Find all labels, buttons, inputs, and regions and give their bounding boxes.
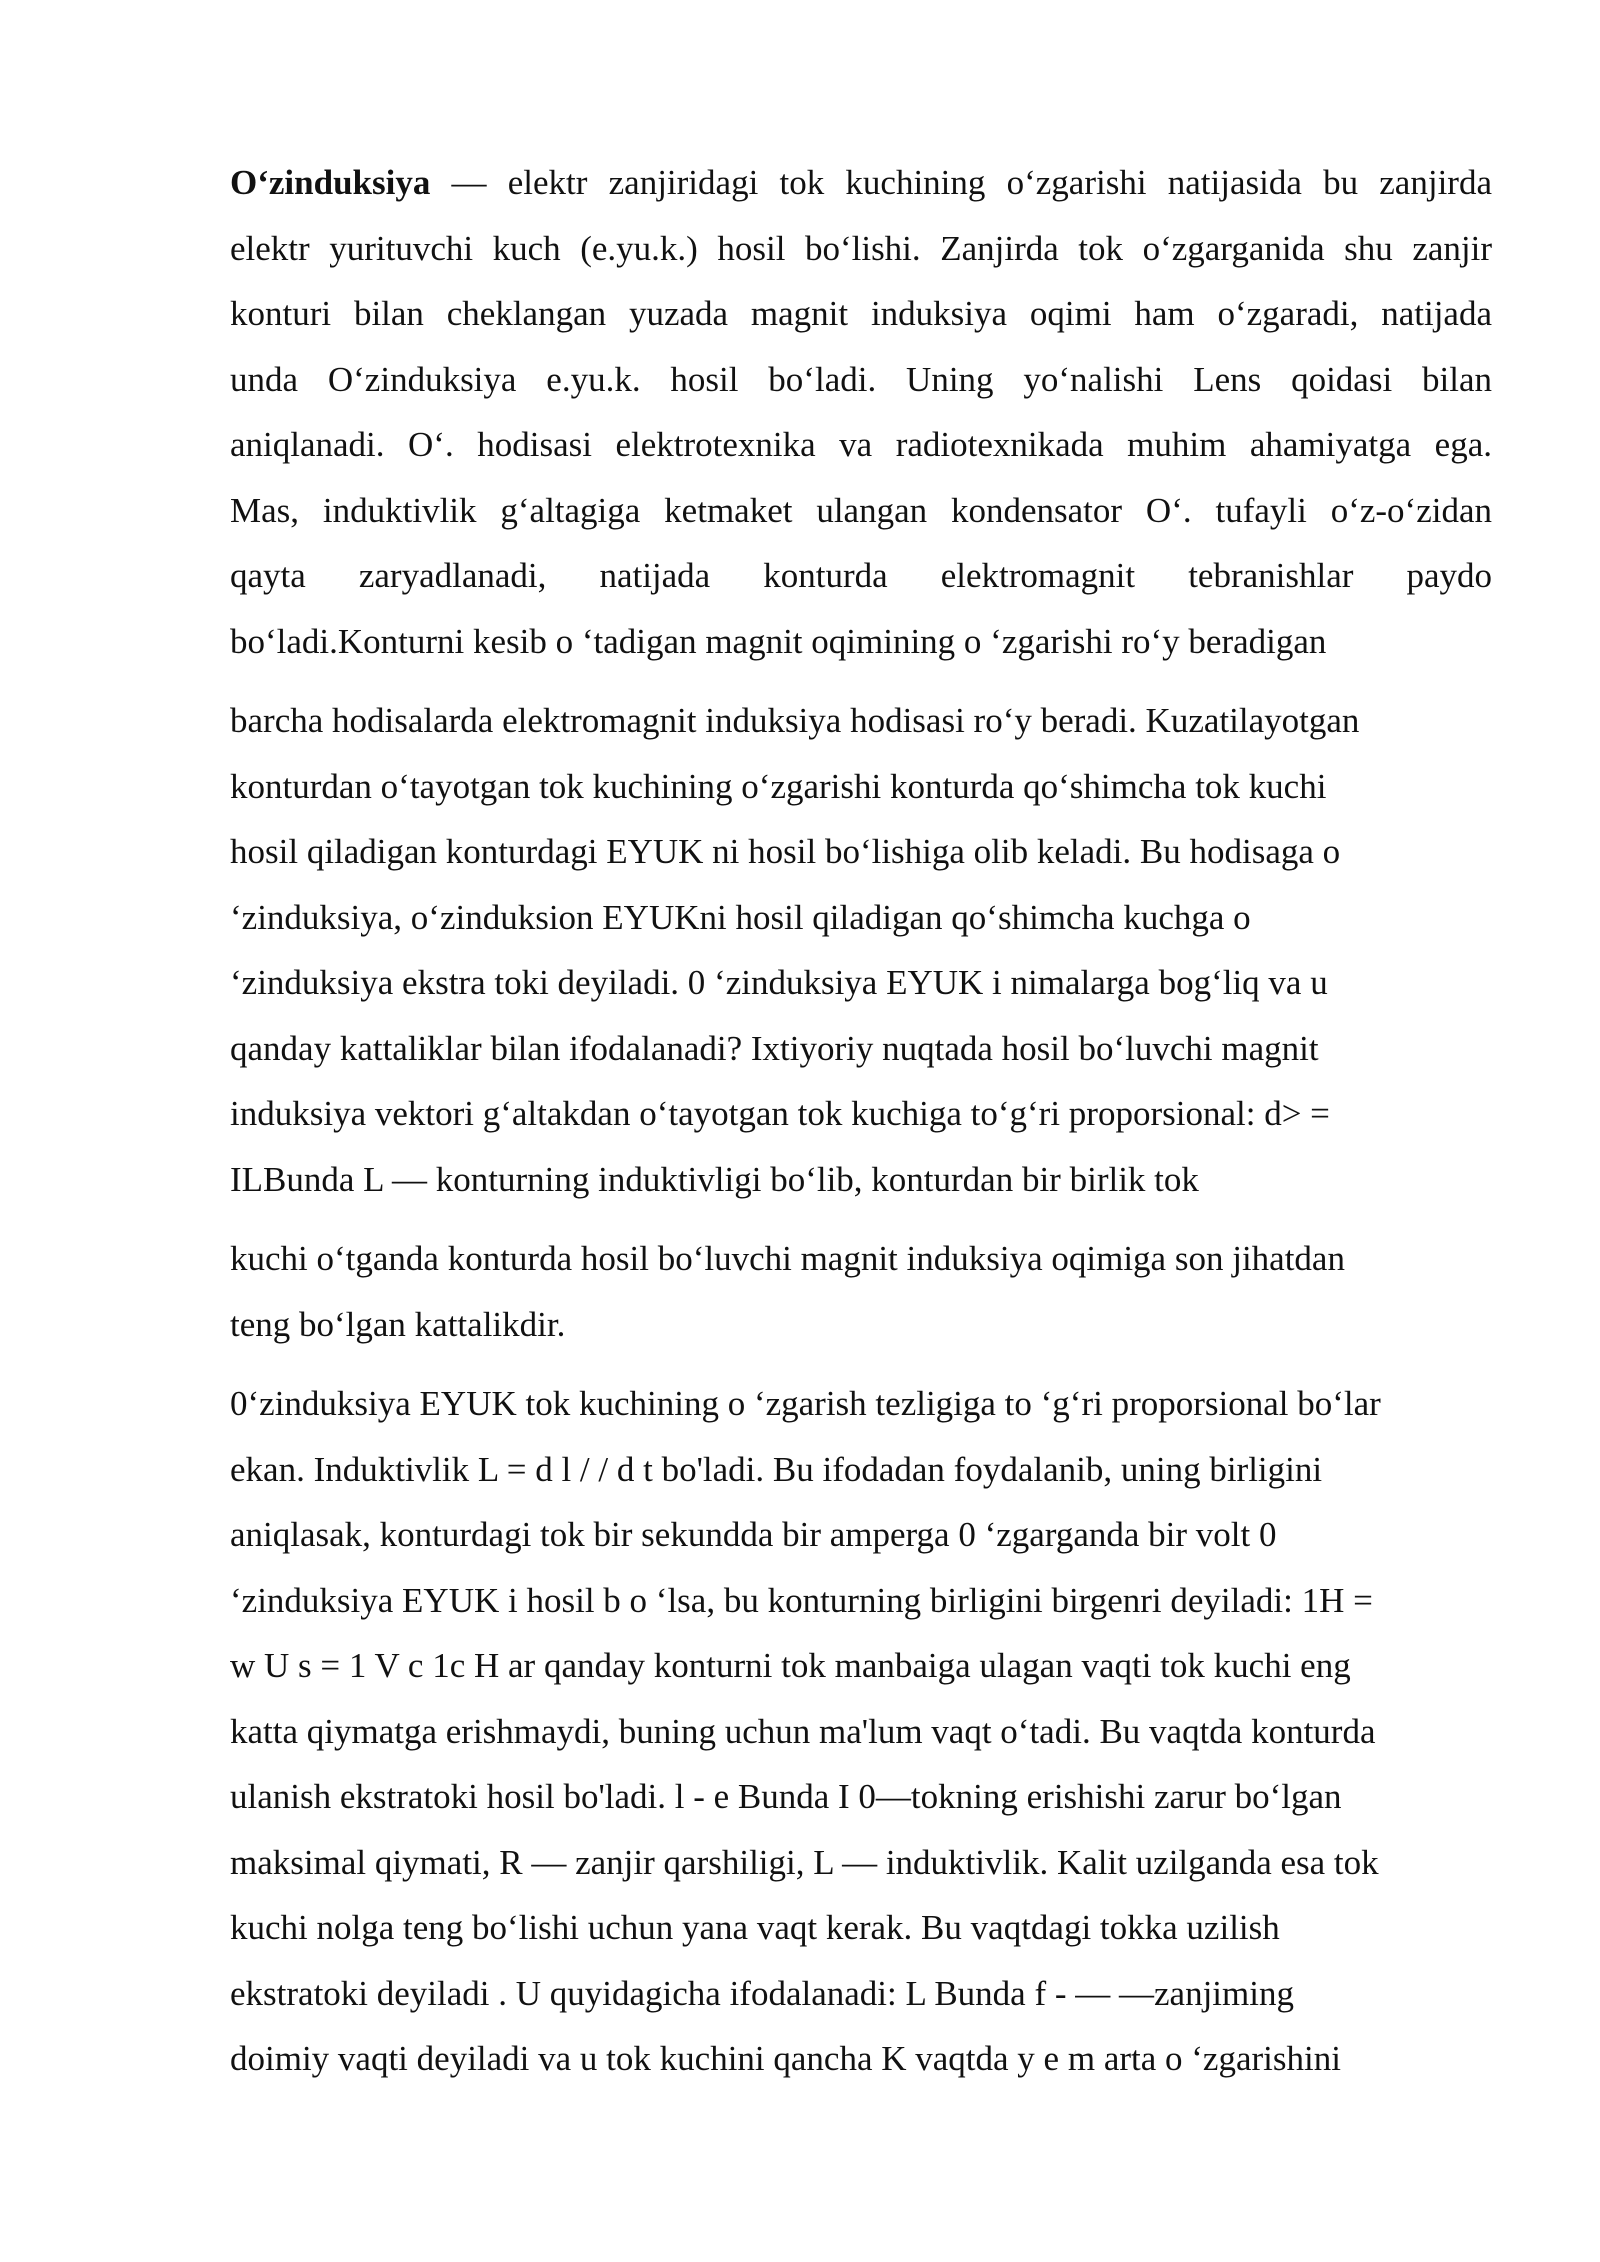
text-line: ulanish ekstratoki hosil bo'ladi. l - e Bunda I 0—tokning erishishi zarur bo‘lgan bbox=[230, 1777, 1342, 1816]
text-line: katta qiymatga erishmaydi, buning uchun ma'lum vaqt o‘tadi. Bu vaqtda konturda bbox=[230, 1711, 1376, 1751]
text-line: unda O‘zinduksiya e.yu.k. hosil bo‘ladi. Uning yo‘nalishi Lens qoidasi bilan bbox=[230, 359, 1492, 399]
text-line: ekstratoki deyiladi . U quyidagicha ifodalanadi: L Bunda f - — —zanjiming bbox=[230, 1973, 1294, 2013]
term-heading: O‘zinduksiya bbox=[230, 163, 431, 202]
text-line bbox=[230, 150, 1492, 216]
text-line: aniqlanadi. O‘. hodisasi elektrotexnika va radiotexnikada muhim ahamiyatga ega. bbox=[230, 425, 1492, 464]
text-line: ‘zinduksiya, o‘zinduksion EYUKni hosil qiladigan qo‘shimcha kuchga o bbox=[230, 897, 1251, 937]
text-line: qanday kattaliklar bilan ifodalanadi? Ixtiyoriy nuqtada hosil bo‘luvchi magnit bbox=[230, 1028, 1319, 1068]
text-line: kuchi nolga teng bo‘lishi uchun yana vaqt kerak. Bu vaqtdagi tokka uzilish bbox=[230, 1908, 1280, 1947]
paragraph-ozinduksiya-definition bbox=[230, 150, 1492, 674]
text-line: elektr yurituvchi kuch (e.yu.k.) hosil bo‘lishi. Zanjirda tok o‘zgarganida shu zanjir bbox=[230, 228, 1492, 268]
text-line: w U s = 1 V c 1c H ar qanday konturni tok manbaiga ulagan vaqti tok kuchi eng bbox=[230, 1646, 1351, 1685]
text-line: barcha hodisalarda elektromagnit induksiya hodisasi ro‘y beradi. Kuzatilayotgan bbox=[230, 701, 1360, 740]
text-line: konturdan o‘tayotgan tok kuchining o‘zgarishi konturda qo‘shimcha tok kuchi bbox=[230, 766, 1327, 806]
paragraph-electromagnetic-induction bbox=[230, 688, 1492, 1212]
document-page bbox=[230, 150, 1492, 2092]
text-line: ekan. Induktivlik L = d l / / d t bo'ladi. Bu ifodadan foydalanib, uning birligini bbox=[230, 1449, 1323, 1489]
paragraph-inductance-definition bbox=[230, 1226, 1492, 1357]
text-line: konturi bilan cheklangan yuzada magnit induksiya oqimi ham o‘zgaradi, natijada bbox=[230, 294, 1492, 333]
text-line: doimiy vaqti deyiladi va u tok kuchini qancha K vaqtda y e m arta o ‘zgarishini bbox=[230, 2039, 1341, 2078]
text-line-rest: — elektr zanjiridagi tok kuchining o‘zgarishi natijasida bu zanjirda bbox=[430, 163, 1492, 202]
text-line: qayta zaryadlanadi, natijada konturda elektromagnit tebranishlar paydo bbox=[230, 556, 1492, 595]
text-line: ‘zinduksiya ekstra toki deyiladi. 0 ‘zinduksiya EYUK i nimalarga bog‘liq va u bbox=[230, 963, 1328, 1002]
text-line: bo‘ladi.Konturni kesib o ‘tadigan magnit oqimining o ‘zgarishi ro‘y beradigan bbox=[230, 621, 1327, 661]
text-line: teng bo‘lgan kattalikdir. bbox=[230, 1304, 566, 1344]
text-line: kuchi o‘tganda konturda hosil bo‘luvchi magnit induksiya oqimiga son jihatdan bbox=[230, 1239, 1345, 1278]
text-line: hosil qiladigan konturdagi EYUK ni hosil bo‘lishiga olib keladi. Bu hodisaga o bbox=[230, 832, 1341, 871]
text-line: maksimal qiymati, R — zanjir qarshiligi, L — induktivlik. Kalit uzilganda esa tok bbox=[230, 1842, 1379, 1882]
text-line: Mas, induktivlik g‘altagiga ketmaket ulangan kondensator O‘. tufayli o‘z-o‘zidan bbox=[230, 490, 1492, 530]
text-line: ‘zinduksiya EYUK i hosil b o ‘lsa, bu konturning birligini birgenri deyiladi: 1H = bbox=[230, 1580, 1373, 1620]
paragraph-inductance-units bbox=[230, 1371, 1492, 2092]
text-line: ILBunda L — konturning induktivligi bo‘lib, konturdan bir birlik tok bbox=[230, 1159, 1199, 1199]
text-line: induksiya vektori g‘altakdan o‘tayotgan tok kuchiga to‘g‘ri proporsional: d> = bbox=[230, 1094, 1330, 1133]
text-line: aniqlasak, konturdagi tok bir sekundda bir amperga 0 ‘zgarganda bir volt 0 bbox=[230, 1515, 1277, 1554]
text-line: 0‘zinduksiya EYUK tok kuchining o ‘zgarish tezligiga to ‘g‘ri proporsional bo‘lar bbox=[230, 1384, 1381, 1423]
